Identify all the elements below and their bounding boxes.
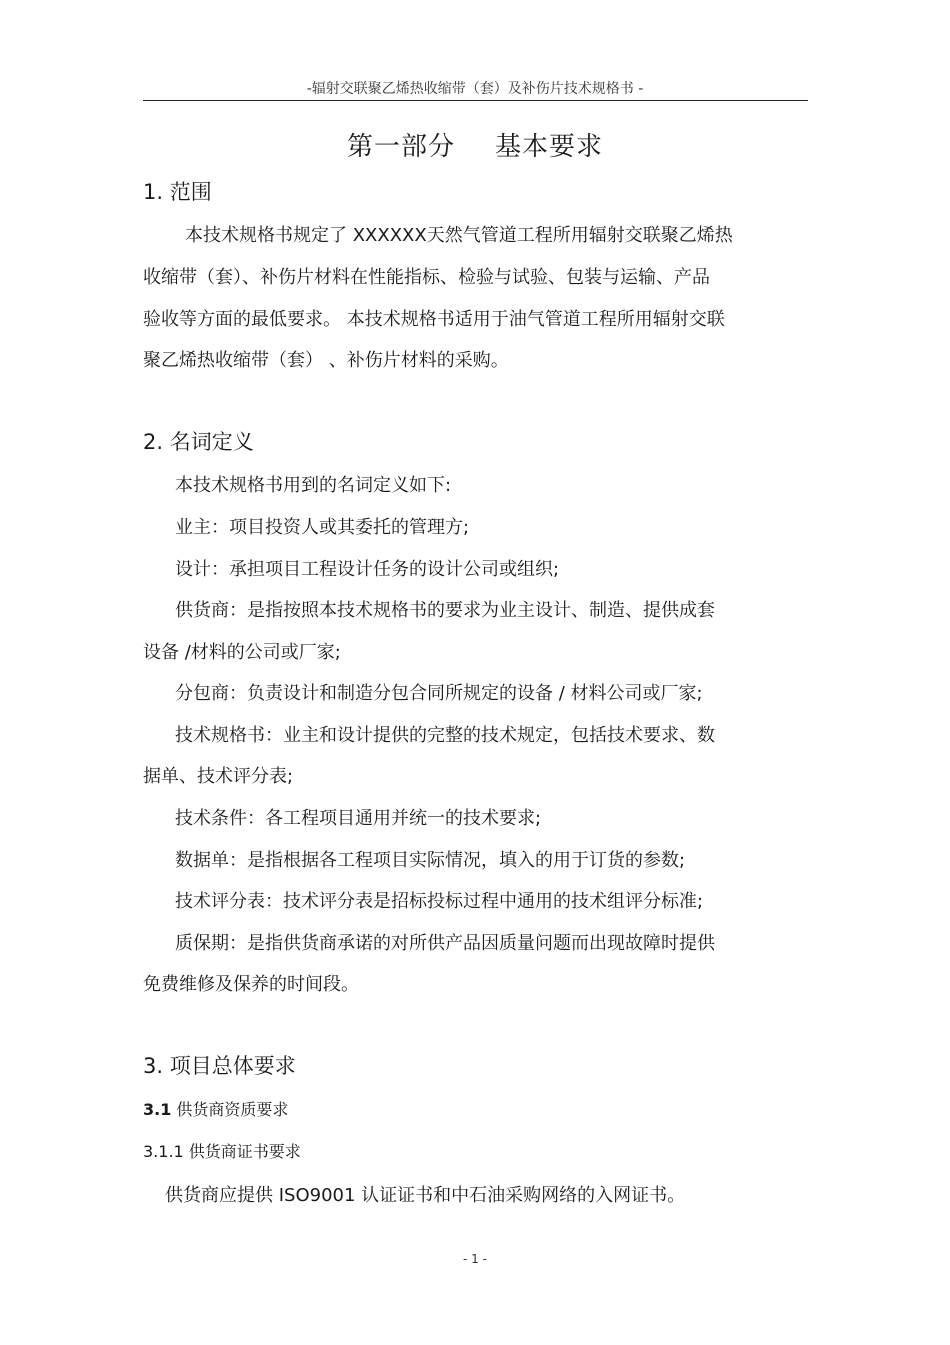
subsection-heading-certificates: 3.1.1 供货商证书要求	[143, 1142, 301, 1161]
paragraph-line: 设备 /材料的公司或厂家;	[143, 642, 341, 663]
definition-supplier: 供货商：是指按照本技术规格书的要求为业主设计、制造、提供成套	[175, 600, 715, 621]
paragraph-line: 验收等方面的最低要求。 本技术规格书适用于油气管道工程所用辐射交联	[143, 309, 725, 330]
subsection-heading-qualification	[143, 1097, 288, 1120]
definition-datasheet: 数据单：是指根据各工程项目实际情况，填入的用于订货的参数;	[175, 850, 686, 871]
definition-conditions: 技术条件：各工程项目通用并统一的技术要求;	[175, 808, 542, 829]
subsection-title: 供货商资质要求	[171, 1100, 289, 1119]
page-number: - 1 -	[463, 1252, 487, 1266]
section-heading-scope: 1. 范围	[143, 180, 212, 204]
definition-specification: 技术规格书：业主和设计提供的完整的技术规定，包括技术要求、数	[175, 725, 715, 746]
section-heading-requirements: 3. 项目总体要求	[143, 1054, 296, 1078]
definition-scoring: 技术评分表：技术评分表是招标投标过程中通用的技术组评分标准;	[175, 891, 704, 912]
definition-subcontractor: 分包商：负责设计和制造分包合同所规定的设备 / 材料公司或厂家;	[175, 683, 703, 704]
definition-owner: 业主：项目投资人或其委托的管理方;	[175, 517, 470, 538]
paragraph-line: 本技术规格书规定了 XXXXXX天然气管道工程所用辐射交联聚乙烯热	[185, 225, 733, 246]
subsection-number: 3.1	[143, 1100, 172, 1119]
section-heading-definitions: 2. 名词定义	[143, 430, 254, 454]
paragraph-line: 免费维修及保养的时间段。	[143, 974, 359, 995]
header-rule	[143, 100, 808, 101]
definition-warranty: 质保期：是指供货商承诺的对所供产品因质量问题而出现故障时提供	[175, 933, 715, 954]
running-header: -辐射交联聚乙烯热收缩带（套）及补伤片技术规格书 -	[306, 81, 644, 97]
title-subject: 基本要求	[495, 132, 604, 162]
paragraph-line: 据单、技术评分表;	[143, 766, 294, 787]
paragraph-line: 供货商应提供 ISO9001 认证证书和中石油采购网络的入网证书。	[165, 1185, 686, 1206]
definition-design: 设计：承担项目工程设计任务的设计公司或组织;	[175, 559, 560, 580]
paragraph-line: 聚乙烯热收缩带（套） 、补伤片材料的采购。	[143, 350, 509, 371]
title-part: 第一部分	[346, 132, 455, 162]
paragraph-line: 收缩带（套）、补伤片材料在性能指标、检验与试验、包装与运输、产品	[143, 267, 710, 288]
page-title	[0, 126, 950, 163]
paragraph-line: 本技术规格书用到的名词定义如下:	[175, 475, 452, 496]
